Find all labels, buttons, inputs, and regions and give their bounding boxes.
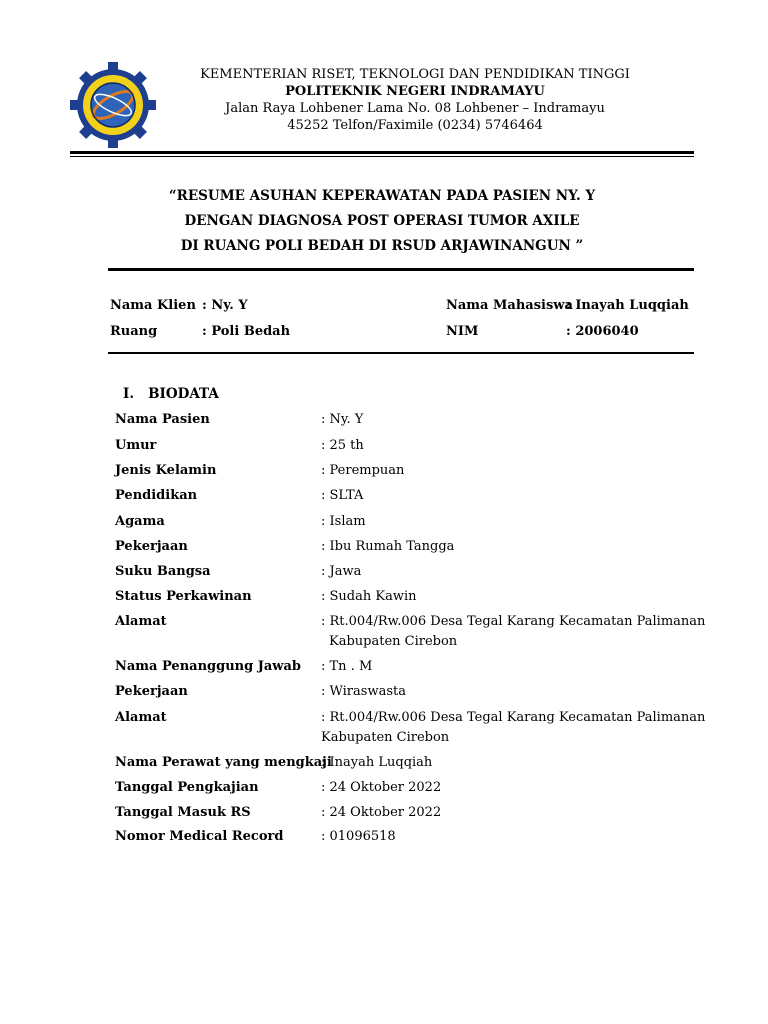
row-label: Tanggal Pengkajian — [115, 780, 259, 795]
row-value-cont: Kabupaten Cirebon — [329, 634, 458, 649]
row-label: Umur — [115, 438, 157, 453]
row-label: Pekerjaan — [115, 539, 188, 554]
row-label: Alamat — [115, 614, 167, 629]
row-label: Suku Bangsa — [115, 564, 211, 579]
row-label: Jenis Kelamin — [115, 463, 217, 478]
row-label: Pekerjaan — [115, 684, 188, 699]
section-heading — [123, 386, 219, 402]
row-value: : Inayah Luqqiah — [321, 755, 433, 770]
letterhead — [170, 66, 660, 134]
row-label: Status Perkawinan — [115, 589, 252, 604]
contact-line: 45252 Telfon/Faximile (0234) 5746464 — [287, 118, 543, 133]
row-value: : 24 Oktober 2022 — [321, 780, 442, 795]
row-value: : 25 th — [321, 438, 364, 453]
nim-label: NIM — [446, 324, 479, 339]
section-title: BIODATA — [148, 386, 219, 402]
title-divider — [108, 268, 694, 271]
client-value: : Ny. Y — [202, 298, 248, 313]
row-label: Nama Pasien — [115, 412, 210, 427]
polindra-logo — [70, 62, 156, 148]
row-label: Agama — [115, 514, 165, 529]
row-value: : Ny. Y — [321, 412, 364, 427]
doc-title-line1: “RESUME ASUHAN KEPERAWATAN PADA PASIEN NY. Y — [168, 188, 596, 204]
nim-value: : 2006040 — [566, 324, 639, 339]
row-label: Alamat — [115, 710, 167, 725]
row-value: : Tn . M — [321, 659, 373, 674]
header-divider-thin — [70, 156, 694, 157]
row-value: : Islam — [321, 514, 366, 529]
address-line: Jalan Raya Lohbener Lama No. 08 Lohbener – Indramayu — [225, 101, 605, 116]
client-label: Nama Klien — [110, 298, 196, 313]
row-label: Tanggal Masuk RS — [115, 805, 251, 820]
student-value: : Inayah Luqqiah — [566, 298, 689, 313]
ministry-name: KEMENTERIAN RISET, TEKNOLOGI DAN PENDIDIKAN TINGGI — [200, 67, 630, 82]
row-value: : Perempuan — [321, 463, 405, 478]
room-value: : Poli Bedah — [202, 324, 291, 339]
institution-name: POLITEKNIK NEGERI INDRAMAYU — [285, 84, 545, 99]
row-value: : Jawa — [321, 564, 362, 579]
row-value: : Rt.004/Rw.006 Desa Tegal Karang Kecamatan Palimanan — [321, 710, 706, 725]
row-value: : Rt.004/Rw.006 Desa Tegal Karang Kecamatan Palimanan — [321, 614, 706, 629]
row-label: Nomor Medical Record — [115, 829, 284, 844]
row-value: : SLTA — [321, 488, 364, 503]
row-value: : 24 Oktober 2022 — [321, 805, 442, 820]
student-label: Nama Mahasiswa — [446, 298, 573, 313]
section-number: I. — [123, 386, 135, 402]
doc-title-line2: DENGAN DIAGNOSA POST OPERASI TUMOR AXILE — [184, 213, 580, 229]
row-value-cont: Kabupaten Cirebon — [321, 730, 450, 745]
row-label: Nama Perawat yang mengkaji — [115, 755, 332, 770]
info-divider — [108, 352, 694, 354]
row-value: : 01096518 — [321, 829, 396, 844]
room-label: Ruang — [110, 324, 158, 339]
row-value: : Wiraswasta — [321, 684, 406, 699]
row-label: Pendidikan — [115, 488, 198, 503]
row-value: : Sudah Kawin — [321, 589, 417, 604]
header-divider — [70, 151, 694, 154]
row-label: Nama Penanggung Jawab — [115, 659, 302, 674]
doc-title-line3: DI RUANG POLI BEDAH DI RSUD ARJAWINANGUN ” — [180, 238, 584, 254]
row-value: : Ibu Rumah Tangga — [321, 539, 455, 554]
